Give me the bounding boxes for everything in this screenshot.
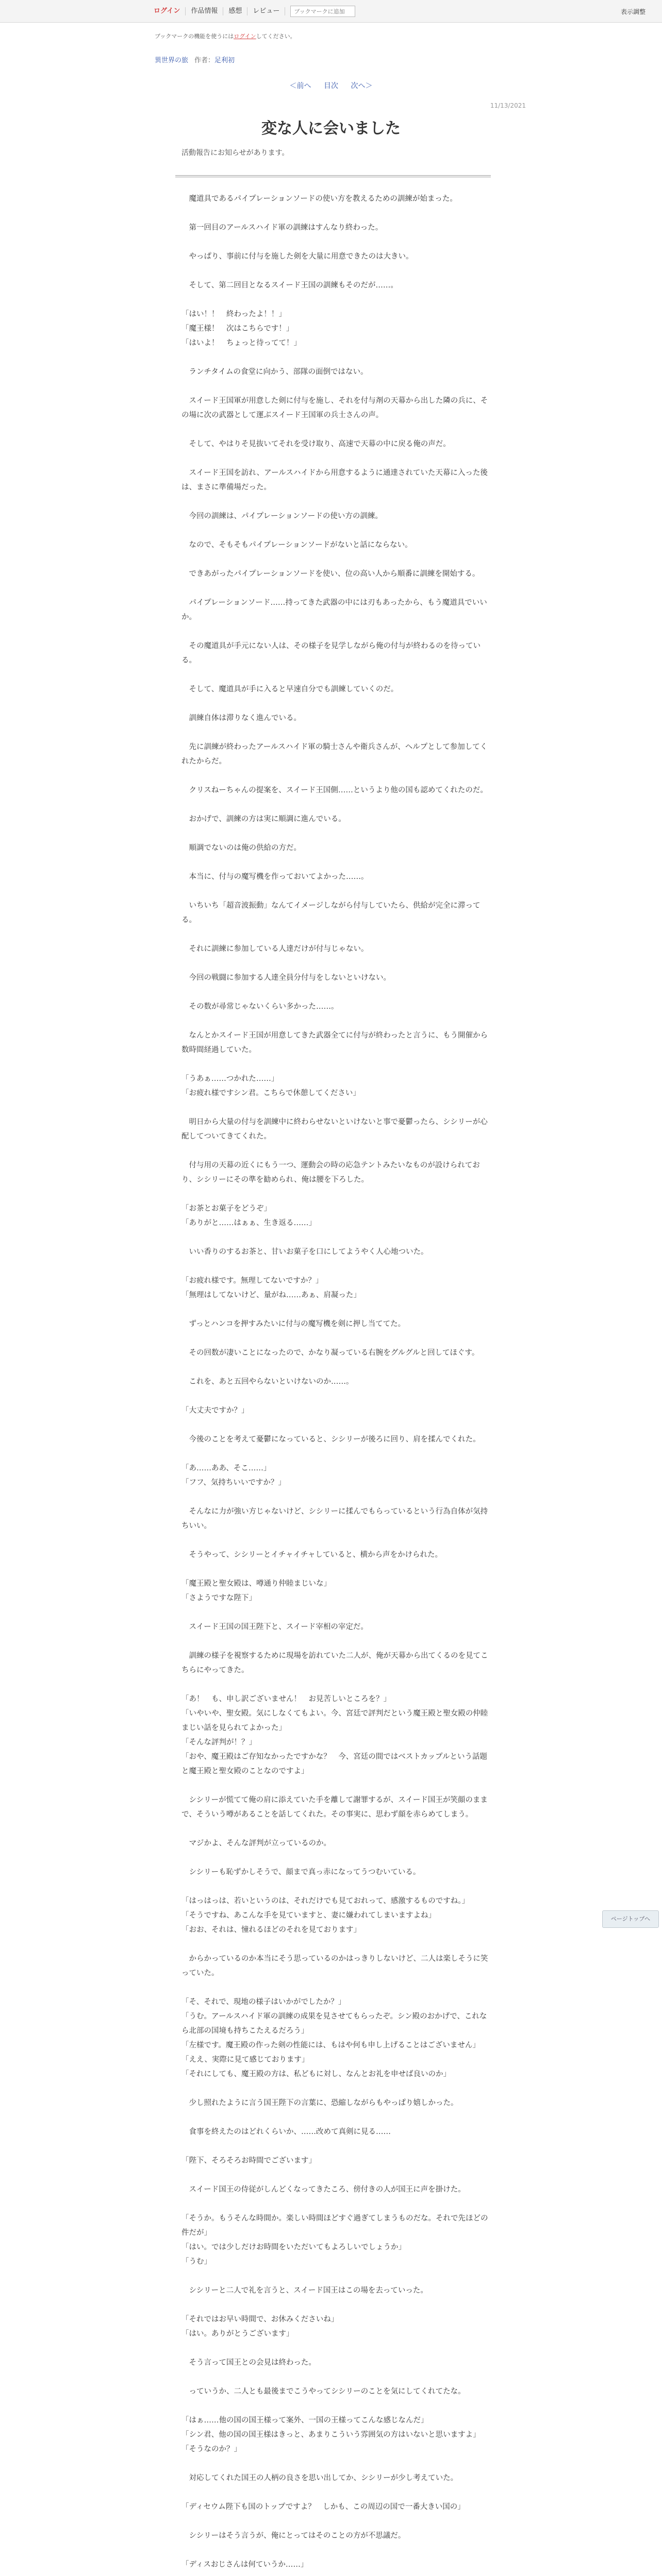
top-bar [0,0,662,23]
chapter-date: 11/13/2021 [490,102,526,109]
body-paragraph: 魔道具であるパイプレーションソードの使い方を教えるための訓練が始まった。 [181,195,457,203]
body-paragraph: 「そ、それで、現地の様子はいかがでしたか？」 「うむ。アールスハイド軍の訓練の成果を見させてもらったぞ。シン殿のおかげで、これなら北部の国境も持ちこたえるだろう」 「左様です。魔王殿の作った剣の性能には、もはや何も申し上げることはございません」 「ええ、実際に見て感じております」 「それにしても、魔王殿の方は、私どもに対し、なんとお礼を申せば良いのか」 [181,1998,487,2078]
body-paragraph: 今回の訓練は、パイプレーションソードの使い方の訓練。 [181,512,383,520]
work-info-link[interactable]: 作品情報 [186,7,223,15]
body-paragraph: 「お茶とお菓子をどうぞ」 「ありがと……はぁぁ、生き返る……」 [181,1205,316,1227]
body-paragraph: スイード王国の国王陛下と、スイード宰相の宰定だ。 [181,1623,368,1631]
body-paragraph: 「はい！！ 終わったよ！！」 「魔王様！ 次はこちらです！」 「はいよ！ ちょっと待ってて！」 [181,310,301,347]
top-nav [148,5,355,18]
body-paragraph: できあがったパイプレーションソードを使い、位の高い人から順番に訓練を開始する。 [181,570,480,578]
body-paragraph: ずっとハンコを押すみたいに付与の魔写機を剣に押し当ててた。 [181,1320,406,1328]
body-paragraph: スイード王国を訪れ、アールスハイドから用意するように通達されていた天幕に入った後は、まさに準備場だった。 [181,469,488,492]
page-top-button[interactable]: ページトップへ [602,1910,659,1928]
body-paragraph: 「うあぁ……つかれた……」 「お疲れ様ですシン君。こちらで休憩してください」 [181,1075,360,1097]
body-paragraph: 「陛下、そろそろお時間でございます」 [181,2157,316,2165]
body-paragraph: そう言って国王との会見は終わった。 [181,2359,316,2367]
body-paragraph: そんなに力が強い方じゃないけど、シシリーに揉んでもらっているという行為自体が気持ちいい。 [181,1507,488,1530]
author-label: 作者： [194,57,215,64]
body-paragraph: そして、第二回目となるスイード王国の訓練もそのだが……。 [181,281,398,290]
toc-link[interactable]: 目次 [324,82,338,90]
prev-chapter-link[interactable]: ＜前へ [289,82,311,90]
chapter-body [181,192,491,2576]
body-paragraph: シシリーが慌てて俺の肩に添えていた手を離して謝罪するが、スイード国王が笑顔のままで、そういう噂があることを話してくれた。その事実に、思わず顔を赤らめてしまう。 [181,1796,488,1819]
notice-prefix: ブックマークの機能を使うには [155,33,234,40]
body-paragraph: そして、魔道具が手に入ると早速自分でも訓練していくのだ。 [181,685,399,693]
body-paragraph: 「あ！ も、申し訳ございません！ お見苦しいところを？」 「いやいや、聖女殿。気にしなくてもよい。今、宮廷で評判だという魔王殿と聖女殿の仲睦まじい話を見られてよかった」 「そんな評判が！？」 「おや、魔王殿はご存知なかったですかな？ 今、宮廷の間ではベストカップルという話題と魔王殿と聖女殿のことなのですよ」 [181,1695,488,1775]
body-paragraph: 「ディセウム陛下も国のトップですよ？ しかも、この周辺の国で一番大きい国の」 [181,2503,465,2511]
body-paragraph: その回数が凄いことになったので、かなり凝っている右腕をグルグルと回してほぐす。 [181,1349,479,1357]
body-paragraph: 「お疲れ様です。無理してないですか？」 「無理はしてないけど、量がね……あぁ、肩凝った」 [181,1277,361,1299]
body-paragraph: 明日から大量の付与を訓練中に終わらせないといけないと事で憂鬱ったら、シシリーが心配してついてきてくれた。 [181,1118,488,1141]
body-paragraph: 付与用の天幕の近くにもう一つ、運動会の時の応急テントみたいなものが設けられており、シシリーにその準を勧められ、俺は腰を下ろした。 [181,1161,480,1184]
body-paragraph: いい香りのするお茶と、甘いお菓子を口にしてようやく人心地ついた。 [181,1248,428,1256]
body-paragraph: 食事を終えたのはどれくらいか、……改めて真剣に見る…… [181,2128,391,2136]
body-paragraph: クリスねーちゃんの提案を、スイード王国側……というより他の国も認めてくれたのだ。 [181,786,488,794]
body-paragraph: 少し照れたように言う国王陛下の言葉に、恐縮しながらもやっぱり嬉しかった。 [181,2099,458,2107]
body-paragraph: 今回の戦闘に参加する人達全員分付与をしないといけない。 [181,974,391,982]
body-paragraph: シシリーも恥ずかしそうで、顔まで真っ赤になってうつむいている。 [181,1868,421,1876]
body-paragraph: シシリーと二人で礼を言うと、スイード国王はこの場を去っていった。 [181,2286,428,2295]
body-paragraph: 「はぁ……他の国の国王様って案外、一国の王様ってこんな感じなんだ」 「シン君、他の国の国王様はきっと、あまりこういう雰囲気の方はいないと思いますよ」 「そうなのか？」 [181,2416,481,2453]
body-paragraph: これを、あと五回やらないといけないのか……。 [181,1378,354,1386]
chapter-preface: 活動報告にお知らせがあります。 [181,149,289,157]
body-paragraph: スイード国王の侍従がしんどくなってきたころ、傍付きの人が国王に声を掛けた。 [181,2185,466,2194]
body-paragraph: なんとかスイード王国が用意してきた武器全てに付与が終わったと言うに、もう開催から数時間経過していた。 [181,1031,488,1054]
notice-suffix: してください。 [256,33,296,40]
body-paragraph: マジかよ、そんな評判が立っているのか。 [181,1839,331,1848]
body-paragraph: 訓練自体は滞りなく進んでいる。 [181,714,301,722]
body-paragraph: 「そうか。もうそんな時間か。楽しい時間ほどすぐ過ぎてしまうものだな。それで先ほどの件だが」 「はい。では少しだけお時間をいただいてもよろしいでしょうか」 「うむ」 [181,2214,488,2266]
body-paragraph: 先に訓練が終わったアールスハイド軍の騎士さんや衛兵さんが、ヘルプとして参加してくれたからだ。 [181,743,488,766]
series-link[interactable]: 異世界の旅 [155,57,189,64]
body-paragraph: 「魔王殿と聖女殿は、噂通り仲睦まじいな」 「さようですな陛下」 [181,1580,331,1602]
body-paragraph: いちいち「超音波振動」なんてイメージしながら付与していたら、供給が完全に滞ってる。 [181,902,481,924]
body-paragraph: おかげで、訓練の方は実に順調に進んでいる。 [181,815,346,823]
notice-login-link[interactable]: ログイン [234,33,256,40]
impressions-link[interactable]: 感想 [223,7,247,15]
body-paragraph: からかっているのか本当にそう思っているのかはっきりしないけど、二人は楽しそうに笑っていた。 [181,1955,488,1977]
body-paragraph: 「あ……ああ、そこ……」 「フフ、気持ちいいですか？」 [181,1464,286,1487]
body-paragraph: やっぱり、事前に付与を施した剣を大量に用意できたのは大きい。 [181,252,413,261]
novel-meta [155,55,235,64]
review-link[interactable]: レビュー [247,7,285,15]
body-paragraph: スイード王国軍が用意した剣に付与を施し、それを付与剤の天幕から出した隣の兵に、その場に次の武器として運ぶスイード王国軍の兵士さんの声。 [181,397,488,419]
chapter-title: 変な人に会いました [261,120,401,138]
body-paragraph: それに訓練に参加している人達だけが付与じゃない。 [181,945,369,953]
body-paragraph: 順調でないのは俺の供給の方だ。 [181,844,301,852]
body-paragraph: そうやって、シシリーとイチャイチャしていると、横から声をかけられた。 [181,1551,442,1559]
body-paragraph: その数が尋常じゃないくらい多かった……。 [181,1003,339,1011]
body-paragraph: 今後のことを考えて憂鬱になっていると、シシリーが後ろに回り、肩を揉んでくれた。 [181,1435,481,1444]
body-paragraph: 「ディスおじさんは何ていうか……」 [181,2561,308,2569]
body-paragraph: 対応してくれた国王の人柄の良さを思い出してか、シシリーが少し考えていた。 [181,2474,458,2482]
body-paragraph: そして、やはりそ見抜いてそれを受け取り、高速で天幕の中に戻る俺の声だ。 [181,440,451,448]
login-link[interactable]: ログイン [148,7,186,15]
bookmark-login-notice [155,32,296,40]
body-paragraph: 本当に、付与の魔写機を作っておいてよかった……。 [181,873,369,881]
body-paragraph: っていうか、二人とも最後までこうやってシシリーのことを気にしてくれてたな。 [181,2387,466,2396]
body-paragraph: その魔道具が手元にない人は、その様子を見学しながら俺の付与が終わるのを待っている。 [181,642,481,665]
preface-divider [175,175,491,177]
body-paragraph: なので、そもそもパイプレーションソードがないと話にならない。 [181,541,412,549]
display-settings-link[interactable]: 表示調整 [620,8,646,15]
body-paragraph: 「大丈夫ですか？」 [181,1406,249,1415]
body-paragraph: 「はっはっは、若いというのは、それだけでも見ておれって、感激するものですね。」 「そうですね、あこんな手を見ていますと、妻に嫌われてしまいますよね」 「おお、それは、憧れるほどのそれを見ております」 [181,1897,469,1934]
body-paragraph: 訓練の様子を視察するために現場を訪れていた二人が、俺が天幕から出てくるのを見てこちらにやってきた。 [181,1652,488,1674]
body-paragraph: パイプレーションソード……持ってきた武器の中には刃もあったから、もう魔道具でいいか。 [181,599,487,621]
body-paragraph: 「それではお早い時間で、お休みくださいね」 「はい。ありがとうございます」 [181,2315,339,2338]
body-paragraph: 第一回目のアールスハイド軍の訓練はすんなり終わった。 [181,224,383,232]
chapter-pager [0,80,662,91]
body-paragraph: シシリーはそう言うが、俺にとってはそのことの方が不思議だ。 [181,2532,406,2540]
author-link[interactable]: 足利初 [214,57,235,64]
bookmark-add-field[interactable] [290,6,355,17]
next-chapter-link[interactable]: 次へ＞ [351,82,373,90]
body-paragraph: ランチタイムの食堂に向かう、部隊の面倒ではない。 [181,368,368,376]
